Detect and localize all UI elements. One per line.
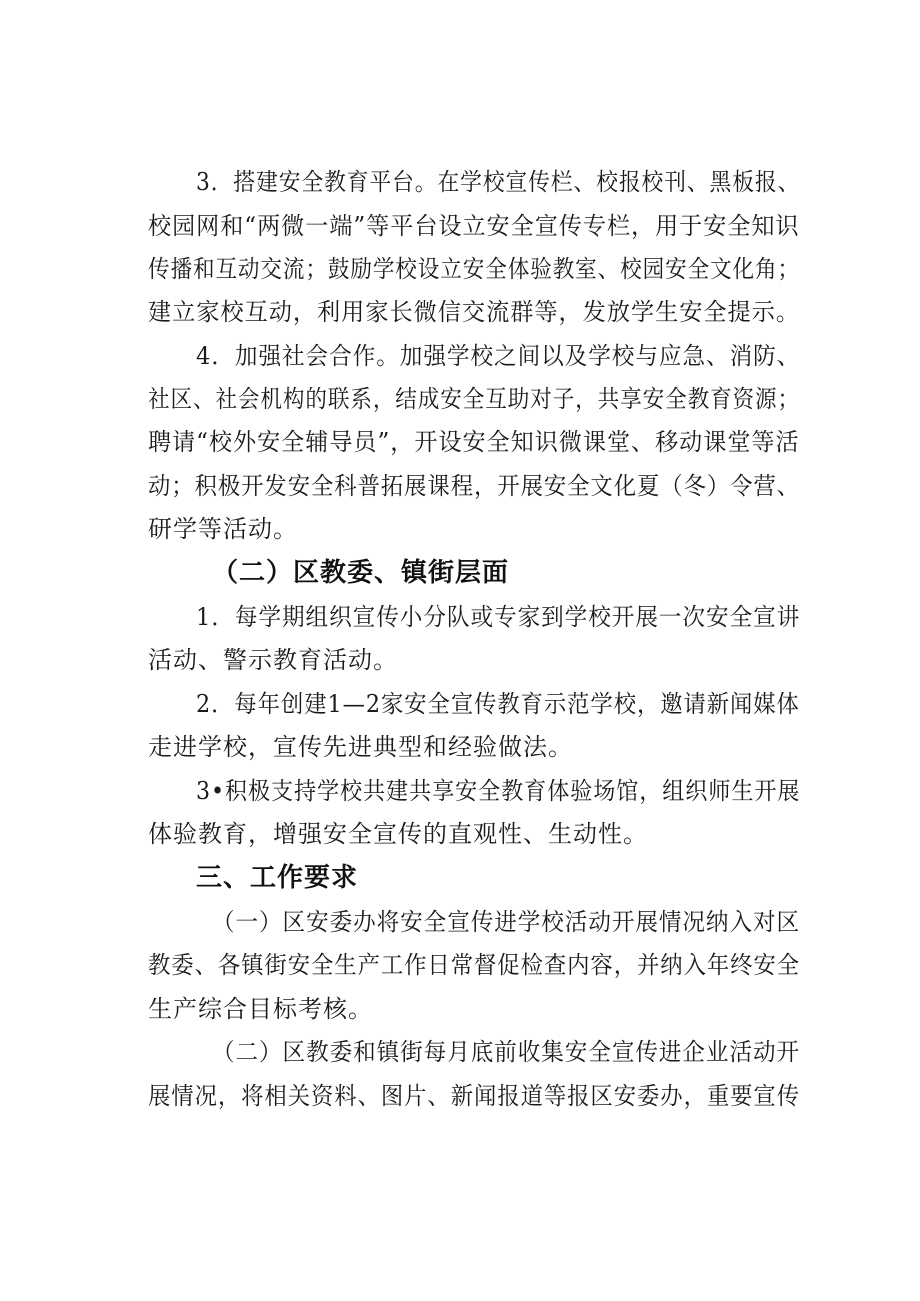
section-heading-district-level: （二）区教委、镇街层面 (212, 558, 510, 588)
district-item-3-line-2: 体验教育，增强安全宣传的直观性、生动性。 (148, 820, 648, 848)
paragraph-3-line-4: 建立家校互动，利用家长微信交流群等，发放学生安全提示。 (148, 298, 800, 326)
district-item-1-line-1: 1．每学期组织宣传小分队或专家到学校开展一次安全宣讲 (196, 603, 801, 631)
paragraph-4-line-2: 社区、社会机构的联系，结成安全互助对子，共享安全教育资源； (148, 385, 800, 413)
paragraph-4-line-5: 研学等活动。 (148, 515, 298, 543)
paragraph-4-line-1: 4．加强社会合作。加强学校之间以及学校与应急、消防、 (196, 342, 801, 370)
requirement-1-line-2: 教委、各镇街安全生产工作日常督促检查内容，并纳入年终安全 (148, 951, 800, 979)
paragraph-4-line-3: 聘请“校外安全辅导员”，开设安全知识微课堂、移动课堂等活 (148, 428, 800, 456)
requirement-1-line-3: 生产综合目标考核。 (148, 995, 373, 1023)
district-item-1-line-2: 活动、警示教育活动。 (148, 646, 398, 674)
district-item-3-line-1: 3•积极支持学校共建共享安全教育体验场馆，组织师生开展 (196, 777, 801, 805)
district-item-2-line-2: 走进学校，宣传先进典型和经验做法。 (148, 733, 573, 761)
requirement-2-line-2: 展情况，将相关资料、图片、新闻报道等报区安委办，重要宣传 (148, 1082, 800, 1110)
paragraph-3-line-1: 3．搭建安全教育平台。在学校宣传栏、校报校刊、黑板报、 (196, 168, 801, 196)
district-item-2-line-1: 2．每年创建1—2家安全宣传教育示范学校，邀请新闻媒体 (196, 690, 800, 718)
paragraph-4-line-4: 动；积极开发安全科普拓展课程，开展安全文化夏（冬）令营、 (148, 472, 800, 500)
paragraph-3-line-3: 传播和互动交流；鼓励学校设立安全体验教室、校园安全文化角； (148, 255, 800, 283)
paragraph-3-line-2: 校园网和“两微一端”等平台设立安全宣传专栏，用于安全知识 (148, 212, 800, 240)
section-heading-work-requirements: 三、工作要求 (196, 863, 359, 893)
requirement-2-line-1: （二）区教委和镇街每月底前收集安全宣传进企业活动开 (212, 1038, 800, 1066)
requirement-1-line-1: （一）区安委办将安全宣传进学校活动开展情况纳入对区 (212, 908, 800, 936)
